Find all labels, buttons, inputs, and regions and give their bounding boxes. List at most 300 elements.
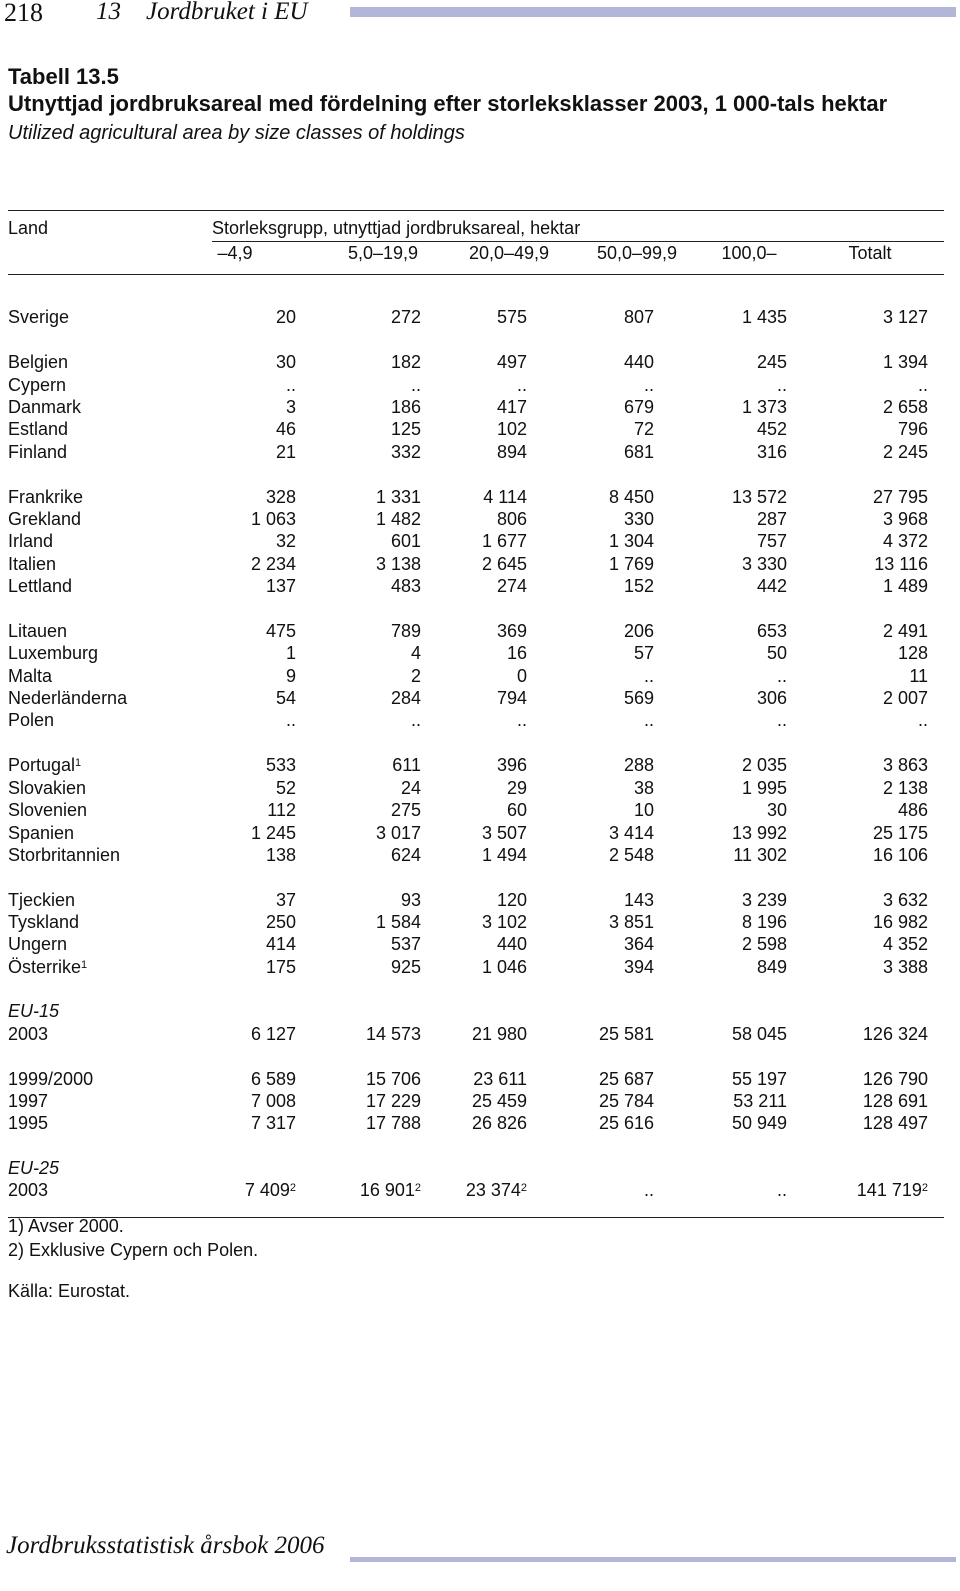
value-cell [828,1024,928,1045]
land-label: Österrike [8,957,82,977]
land-cell [8,890,75,911]
value-text: 93 [400,890,421,910]
value-text: 575 [496,307,527,327]
value-cell [828,666,928,687]
land-label: Finland [8,442,68,462]
table-row [8,531,944,553]
value-text: .. [643,1180,654,1200]
value-cell [828,778,928,799]
value-cell [554,890,654,911]
value-text: 1 [285,643,296,663]
value-text: 3 414 [608,823,654,843]
land-label: EU-25 [8,1158,60,1178]
value-cell [427,957,527,978]
table-row [8,1180,944,1202]
value-text: 128 691 [862,1091,928,1111]
table-row [8,845,944,867]
value-text: 1 494 [481,845,527,865]
value-cell [196,934,296,955]
value-text: 2 598 [741,934,787,954]
value-cell [554,912,654,933]
value-text: .. [643,375,654,395]
value-cell [828,823,928,844]
value-text: 1 394 [882,352,928,372]
value-text: 13 992 [731,823,787,843]
value-text: 3 102 [481,912,527,932]
land-label: Malta [8,666,53,686]
value-text: 1 046 [481,957,527,977]
table-row [8,912,944,934]
value-cell [321,531,421,552]
table-row [8,1113,944,1135]
land-label: Nederländerna [8,688,128,708]
value-cell [828,576,928,597]
source-note: Källa: Eurostat. [8,1281,131,1301]
value-cell [687,419,787,440]
land-cell [8,800,87,821]
value-text: 38 [633,778,654,798]
value-cell [828,509,928,530]
value-text: 1 482 [375,509,421,529]
footnote-marker: 1 [81,959,88,971]
value-cell [427,397,527,418]
value-cell [828,688,928,709]
value-text: 3 [285,397,296,417]
value-text: 152 [623,576,654,596]
value-cell [687,845,787,866]
value-cell [321,375,421,396]
value-text: 3 330 [741,554,787,574]
land-cell [8,531,53,552]
value-text: 25 175 [872,823,928,843]
value-text: 120 [496,890,527,910]
value-text: 1 245 [250,823,296,843]
footnotes [8,1214,258,1262]
footer-title: Jordbruksstatistisk årsbok 2006 [6,1532,325,1559]
value-cell [828,531,928,552]
land-cell [8,666,52,687]
value-text: 30 [275,352,296,372]
value-text: 653 [756,621,787,641]
table-title-block [8,64,948,148]
value-text: 3 138 [375,554,421,574]
value-cell [828,442,928,463]
value-text: 9 [285,666,296,686]
value-cell [828,643,928,664]
column-header-total: Totalt [848,243,892,263]
value-cell [687,688,787,709]
value-text: 175 [265,957,296,977]
land-label: Estland [8,419,69,439]
value-text: 364 [623,934,654,954]
value-cell [427,1180,527,1201]
value-text: 8 450 [608,487,654,507]
value-text: 306 [756,688,787,708]
footnote-marker: 2 [520,1182,527,1194]
table-row [8,823,944,845]
table-row [8,419,944,441]
value-cell [554,823,654,844]
value-text: 440 [496,934,527,954]
value-text: 925 [390,957,421,977]
value-cell [196,442,296,463]
value-cell [554,397,654,418]
value-text: 369 [496,621,527,641]
value-cell [321,419,421,440]
value-text: 13 116 [874,554,928,574]
land-label: Grekland [8,509,82,529]
table-row [8,643,944,665]
land-label: Polen [8,710,55,730]
value-text: 316 [756,442,787,462]
value-text: 102 [496,419,527,439]
value-text: .. [776,666,787,686]
value-cell [196,778,296,799]
table-title: Utnyttjad jordbruksareal med fördelning efter storleksklasser 2003, 1 000-tals hektar [8,91,888,116]
value-text: 128 [897,643,928,663]
value-cell [321,912,421,933]
value-cell [828,487,928,508]
value-text: 894 [496,442,527,462]
value-text: 396 [496,755,527,775]
land-label: 1997 [8,1091,49,1111]
value-text: 7 409 [244,1180,290,1200]
value-cell [554,1113,654,1134]
value-cell [427,688,527,709]
value-cell [554,1180,654,1201]
value-text: 206 [623,621,654,641]
value-cell [687,643,787,664]
value-cell [828,710,928,731]
value-text: .. [776,375,787,395]
value-cell [687,375,787,396]
land-cell [8,307,69,328]
value-text: 29 [506,778,527,798]
value-text: 1 435 [741,307,787,327]
value-text: 8 196 [741,912,787,932]
land-column-header: Land [8,218,49,238]
value-text: 23 374 [465,1180,521,1200]
value-cell [427,710,527,731]
value-text: 332 [390,442,421,462]
value-text: .. [643,666,654,686]
value-text: 72 [633,419,654,439]
value-cell [687,1024,787,1045]
land-label: Tjeckien [8,890,76,910]
value-text: 3 863 [882,755,928,775]
land-cell [8,688,127,709]
table-top-rule [8,210,944,211]
value-text: 25 687 [598,1069,654,1089]
land-cell [8,1113,48,1134]
value-cell [554,688,654,709]
value-cell [554,554,654,575]
value-cell [196,487,296,508]
value-text: 794 [496,688,527,708]
value-cell [427,442,527,463]
value-cell [427,576,527,597]
value-cell [554,509,654,530]
value-text: 275 [390,800,421,820]
value-cell [828,845,928,866]
value-text: 2 234 [250,554,296,574]
land-cell [8,1069,93,1090]
value-text: 796 [897,419,928,439]
table-row [8,576,944,598]
land-label: 1999/2000 [8,1069,94,1089]
land-label: Danmark [8,397,82,417]
value-cell [321,621,421,642]
value-text: 452 [756,419,787,439]
value-text: 611 [392,755,421,775]
value-cell [427,778,527,799]
land-label: Luxemburg [8,643,99,663]
value-text: 27 795 [872,487,928,507]
value-cell [321,352,421,373]
value-cell [196,419,296,440]
value-cell [321,755,421,776]
land-cell [8,442,67,463]
table-row [8,710,944,732]
value-text: 442 [756,576,787,596]
value-cell [828,1113,928,1134]
value-cell [828,1091,928,1112]
land-cell [8,643,98,664]
value-cell [321,823,421,844]
value-text: 624 [390,845,421,865]
value-cell [427,531,527,552]
value-text: 6 589 [250,1069,296,1089]
table-row [8,890,944,912]
land-label: 2003 [8,1024,49,1044]
value-text: 3 851 [608,912,654,932]
value-text: 32 [275,531,296,551]
value-text: .. [516,710,527,730]
table-row [8,934,944,956]
value-text: .. [516,375,527,395]
column-header-50-99: 50,0–99,9 [596,243,678,263]
value-cell [687,576,787,597]
value-text: 483 [390,576,421,596]
value-text: 58 045 [731,1024,787,1044]
value-text: 245 [756,352,787,372]
value-text: 30 [766,800,787,820]
value-cell [321,1024,421,1045]
value-cell [828,375,928,396]
land-label: Belgien [8,352,69,372]
value-text: 16 [506,643,527,663]
value-cell [427,912,527,933]
table-row [8,375,944,397]
value-cell [427,352,527,373]
value-cell [196,307,296,328]
value-cell [427,1091,527,1112]
value-cell [828,800,928,821]
value-cell [554,845,654,866]
value-text: 394 [623,957,654,977]
value-cell [554,352,654,373]
value-text: 3 632 [882,890,928,910]
value-text: .. [917,710,928,730]
table-row [8,509,944,531]
land-label: Irland [8,531,54,551]
value-text: 2 645 [481,554,527,574]
value-cell [196,1113,296,1134]
value-cell [321,1091,421,1112]
value-cell [828,912,928,933]
value-text: 274 [496,576,527,596]
value-cell [321,307,421,328]
value-cell [321,666,421,687]
value-cell [196,957,296,978]
value-cell [427,487,527,508]
value-text: 11 [909,666,928,686]
value-cell [554,710,654,731]
value-cell [427,890,527,911]
value-cell [687,509,787,530]
value-text: 16 982 [872,912,928,932]
value-text: 60 [506,800,527,820]
value-text: 486 [897,800,928,820]
value-text: 13 572 [731,487,787,507]
value-cell [427,1069,527,1090]
table-row [8,1024,944,1046]
value-text: 681 [623,442,654,462]
value-text: 330 [623,509,654,529]
value-text: 4 114 [483,487,527,507]
value-cell [554,621,654,642]
value-text: .. [410,710,421,730]
value-text: .. [285,710,296,730]
value-cell [554,419,654,440]
land-cell [8,912,79,933]
value-text: 52 [275,778,296,798]
value-cell [687,531,787,552]
value-text: 1 995 [741,778,787,798]
column-header-100-plus: 100,0– [721,243,777,263]
value-cell [196,912,296,933]
value-text: 23 611 [473,1069,527,1089]
chapter-title: 13 Jordbruket i EU [96,0,308,25]
table-row [8,688,944,710]
table-row [8,352,944,374]
value-text: 1 489 [882,576,928,596]
value-cell [828,957,928,978]
value-text: 440 [623,352,654,372]
value-cell [554,1069,654,1090]
value-text: 16 901 [359,1180,415,1200]
column-header-20-49: 20,0–49,9 [468,243,550,263]
land-cell [8,352,68,373]
value-text: 14 573 [365,1024,421,1044]
value-cell [554,755,654,776]
value-text: 328 [265,487,296,507]
value-cell [554,375,654,396]
value-cell [828,419,928,440]
value-cell [828,621,928,642]
value-text: 53 211 [733,1091,787,1111]
value-cell [196,800,296,821]
value-text: 3 968 [882,509,928,529]
value-text: 4 [410,643,421,663]
value-text: 112 [267,800,296,820]
land-label: Portugal [8,755,76,775]
value-cell [321,554,421,575]
value-text: 2 491 [882,621,928,641]
value-text: 15 706 [365,1069,421,1089]
value-cell [687,934,787,955]
land-label: Slovakien [8,778,87,798]
value-text: 7 317 [250,1113,296,1133]
group-header-rule [212,241,944,242]
value-text: 272 [390,307,421,327]
value-cell [687,666,787,687]
table-row [8,487,944,509]
value-text: 11 302 [733,845,787,865]
land-cell [8,755,81,776]
value-text: 3 017 [375,823,421,843]
value-text: 6 127 [250,1024,296,1044]
value-text: 1 769 [608,554,654,574]
value-cell [321,688,421,709]
value-text: 533 [265,755,296,775]
land-cell [8,1001,59,1022]
value-cell [196,375,296,396]
value-cell [321,800,421,821]
land-label: EU-15 [8,1001,60,1021]
value-text: 21 [275,442,296,462]
footnote-marker: 2 [414,1182,421,1194]
table-row [8,800,944,822]
value-cell [321,890,421,911]
value-text: .. [776,1180,787,1200]
value-text: .. [410,375,421,395]
value-cell [554,778,654,799]
value-cell [427,666,527,687]
land-cell [8,554,56,575]
value-cell [687,800,787,821]
table-row [8,307,944,329]
value-text: 1 677 [481,531,527,551]
land-cell [8,778,86,799]
value-text: 182 [390,352,421,372]
value-cell [687,1069,787,1090]
value-text: .. [285,375,296,395]
value-text: 186 [390,397,421,417]
value-text: 3 239 [741,890,787,910]
value-cell [687,397,787,418]
value-cell [554,1024,654,1045]
land-label: Storbritannien [8,845,121,865]
value-text: 25 616 [598,1113,654,1133]
value-text: 141 719 [856,1180,922,1200]
value-text: .. [643,710,654,730]
value-cell [321,487,421,508]
value-cell [828,554,928,575]
value-text: 287 [756,509,787,529]
value-cell [321,442,421,463]
value-text: 414 [265,934,296,954]
value-cell [196,509,296,530]
value-cell [427,419,527,440]
value-text: 2 548 [608,845,654,865]
land-label: Italien [8,554,57,574]
table-row [8,397,944,419]
value-cell [321,509,421,530]
value-text: 25 581 [598,1024,654,1044]
page-number: 218 [4,0,43,27]
table-row [8,1069,944,1091]
